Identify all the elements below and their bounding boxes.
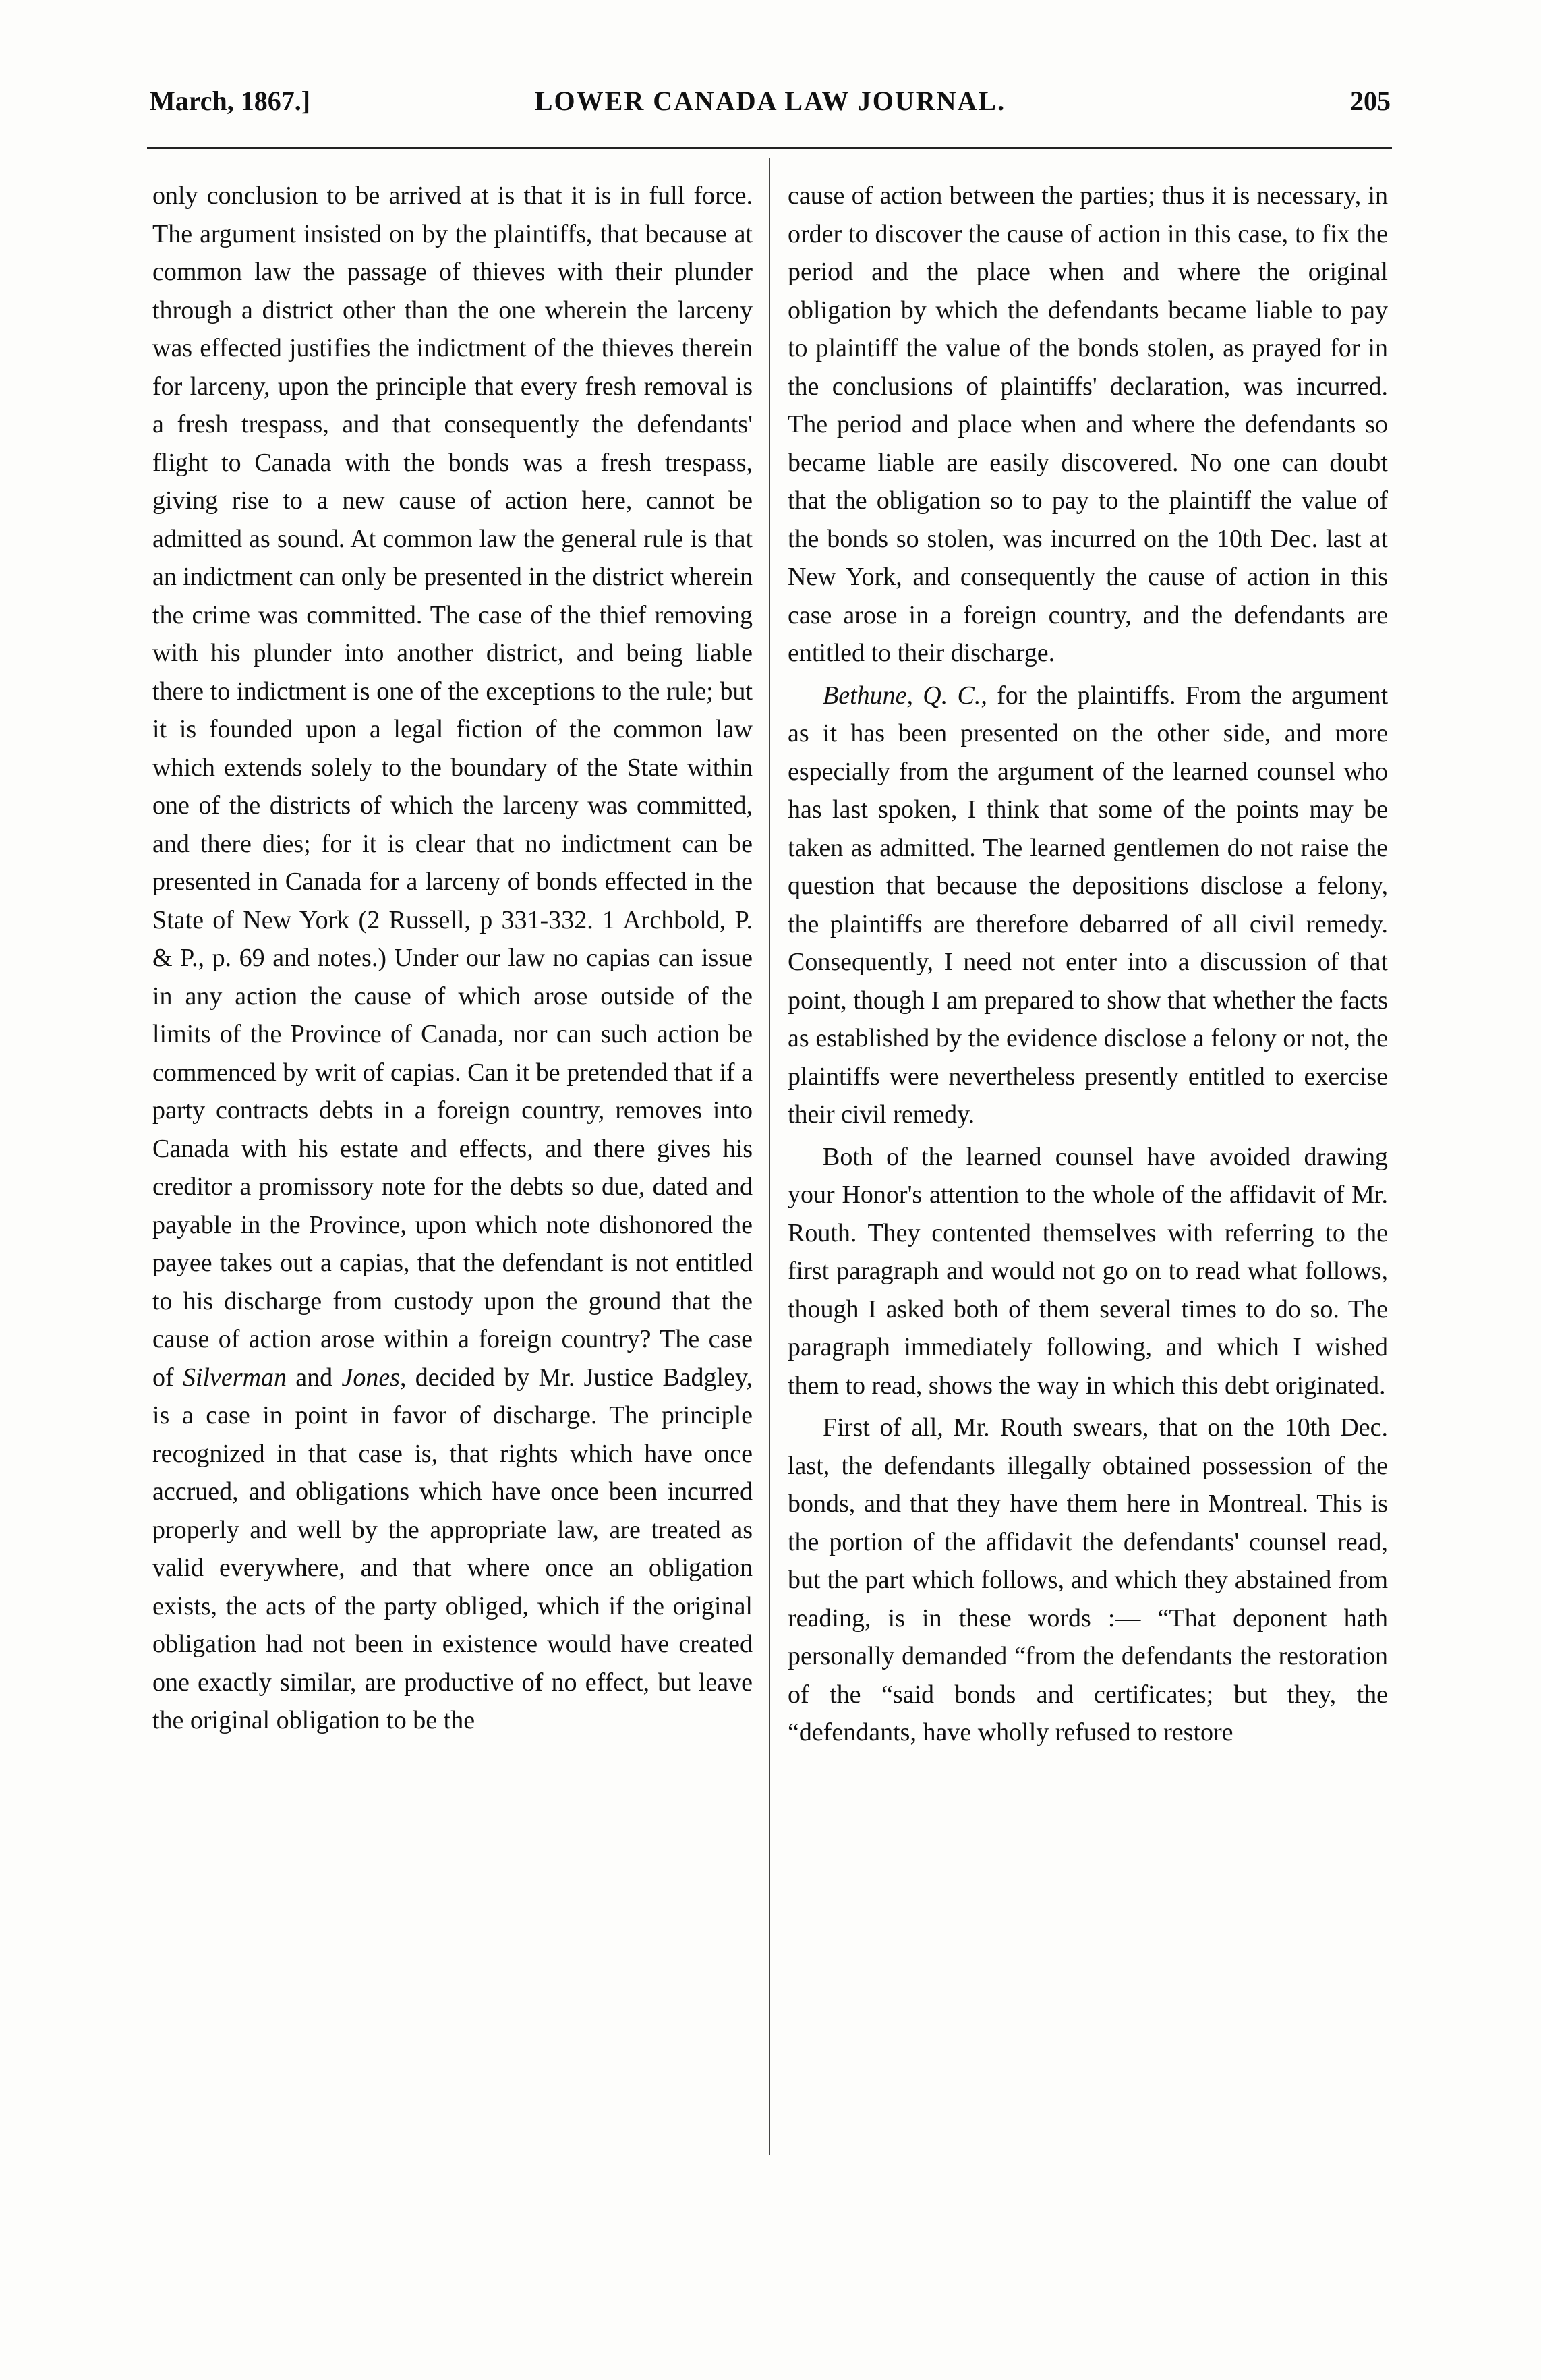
header-rule [147, 147, 1392, 149]
left-text-a: only conclusion to be arrived at is that it is in full force. The argument insisted on by the plaintiffs, that because at common law the passage of thieves with their plunder through a district other than the one wherein the larceny was effected justifies the indictment of the thieves therein for larceny, upon the principle that every fresh removal is a fresh trespass, and that consequently the defendants' flight to Canada with the bonds was a fresh trespass, giving rise to a new cause of action here, cannot be admitted as sound. At common law the general rule is that an indictment can only be presented in the district wherein the crime was committed. The case of the thief removing with his plunder into another district, and being liable there to indictment is one of the exceptions to the rule; but it is founded upon a legal fiction of the common law which extends solely to the boundary of the State within one of the districts of which the larceny was committed, and there dies; for it is clear that no indictment can be presented in Canada for a larceny of bonds effected in the State of New York (2 Russell, p 331-332. 1 Archbold, P. & P., p. 69 and notes.) Under our law no capias can issue in any action the cause of which arose outside of the limits of the Province of Canada, nor can such action be commenced by writ of capias. Can it be pretended that if a party contracts debts in a foreign country, removes into Canada with his estate and effects, and there gives his creditor a promissory note for the debts so due, dated and payable in the Province, upon which note dishonored the payee takes out a capias, that the defendant is not entitled to his discharge from custody upon the ground that the cause of action arose within a foreign country? The case of [152, 181, 753, 1392]
running-header [150, 85, 1391, 125]
column-divider [769, 158, 770, 2155]
header-date: March, 1867.] [150, 86, 311, 116]
speaker-bethune: Bethune, Q. C. [823, 681, 981, 710]
right-paragraph-3: Both of the learned counsel have avoided drawing your Honor's attention to the whole of the affidavit of Mr. Routh. They contented themselves with referring to the first paragraph and would not go on to read what follows, though I asked both of them several times to do so. The paragraph immediately following, and which I wished them to read, shows the way in which this debt originated. [788, 1142, 1388, 1400]
journal-title: LOWER CANADA LAW JOURNAL. [534, 86, 1006, 116]
left-text-b: , decided by Mr. Justice Badgley, is a case in point in favor of discharge. The principle recognized in that case is, that rights which have once accrued, and obligations which have once been incurred properly and well by the appropriate law, are treated as valid everywhere, and that where once an obligation exists, the acts of the party obliged, which if the original obligation had not been in existence would have created one exactly similar, are productive of no effect, but leave the original obligation to be the [152, 1363, 753, 1734]
left-paragraph-1 [152, 177, 753, 1740]
page-number: 205 [1350, 86, 1391, 116]
case-name-silverman: Silverman [182, 1363, 287, 1392]
conjunction-and: and [287, 1363, 342, 1392]
right-column [788, 177, 1388, 1752]
left-column [152, 177, 753, 1740]
right-paragraph-2-text: , for the plaintiffs. From the argument as it has been presented on the other side, and more especially from the argument of the learned counsel who has last spoken, I think that some of the points may be taken as admitted. The learned gentlemen do not raise the question that because the depositions disclose a felony, the plaintiffs are therefore debarred of all civil remedy. Consequently, I need not enter into a discussion of that point, though I am prepared to show that whether the facts as established by the evidence disclose a felony or not, the plaintiffs were nevertheless presently entitled to exercise their civil remedy. [788, 681, 1388, 1129]
case-name-jones: Jones [341, 1363, 400, 1392]
right-paragraph-2 [788, 677, 1388, 1134]
right-paragraph-1: cause of action between the parties; thus it is necessary, in order to discover the cause of action in this case, to fix the period and the place when and where the original obligation by which the defendants became liable to pay to plaintiff the value of the bonds stolen, as prayed for in the conclusions of plaintiffs' declaration, was incurred. The period and place when and where the defendants so became liable are easily discovered. No one can doubt that the obligation so to pay to the plaintiff the value of the bonds so stolen, was incurred on the 10th Dec. last at New York, and consequently the cause of action in this case arose in a foreign country, and the defendants are entitled to their discharge. [788, 181, 1388, 667]
right-paragraph-4: First of all, Mr. Routh swears, that on the 10th Dec. last, the defendants illegally obtained possession of the bonds, and that they have them here in Montreal. This is the portion of the affidavit the defendants' counsel read, but the part which follows, and which they abstained from reading, is in these words :— “That deponent hath personally demanded “from the defendants the restoration of the “said bonds and certificates; but they, the “defendants, have wholly refused to restore [788, 1413, 1388, 1747]
